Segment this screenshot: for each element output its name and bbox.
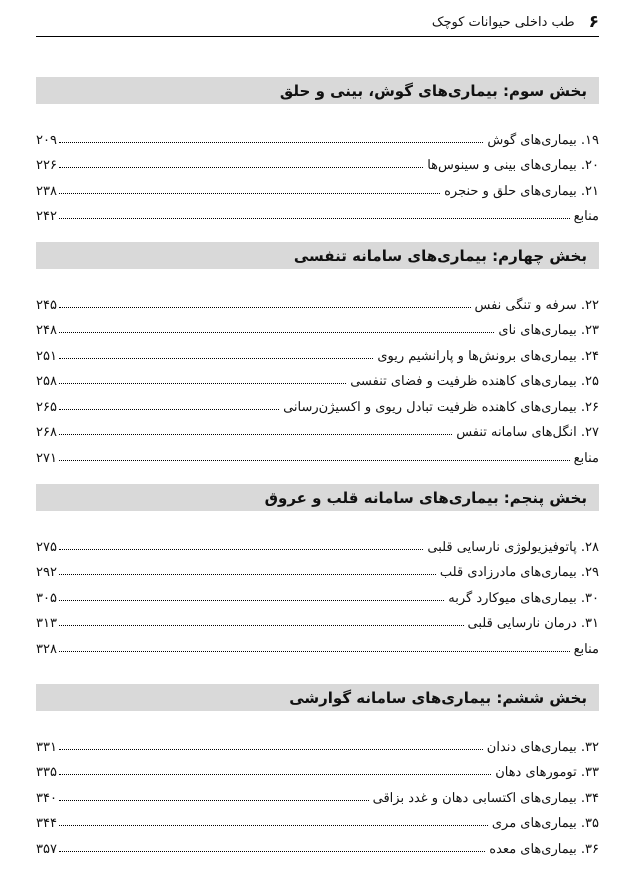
entry-label: منابع: [573, 641, 599, 657]
toc-entry[interactable]: [36, 199, 599, 225]
dot-leader: [59, 306, 471, 308]
entry-label: ۲۰. بیماری‌های بینی و سینوس‌ها: [427, 158, 599, 173]
toc-entry[interactable]: [36, 580, 599, 606]
dot-leader: [59, 748, 483, 750]
dot-leader: [59, 217, 570, 219]
dot-leader: [59, 650, 570, 652]
entry-page: ۳۳۵: [36, 765, 57, 780]
toc-entry[interactable]: [36, 415, 599, 441]
entry-label: ۳۶. بیماری‌های معده: [489, 841, 599, 857]
section-title: بخش پنجم: بیماری‌های سامانه قلب و عروق: [36, 484, 599, 511]
toc-entry[interactable]: [36, 440, 599, 466]
toc-entry[interactable]: [36, 173, 599, 199]
section-title: بخش سوم: بیماری‌های گوش، بینی و حلق: [36, 77, 599, 104]
dot-leader: [59, 799, 369, 801]
entry-label: ۲۵. بیماری‌های کاهنده ظرفیت و فضای تنفسی: [350, 374, 599, 389]
toc-entry[interactable]: [36, 313, 599, 339]
entry-page: ۳۰۵: [36, 590, 57, 606]
toc-entry[interactable]: [36, 529, 599, 555]
entry-page: ۲۲۶: [36, 158, 57, 173]
dot-leader: [59, 192, 440, 194]
toc-section: [36, 77, 599, 224]
toc-section: [36, 684, 599, 857]
book-title: طب داخلی حیوانات کوچک: [431, 14, 575, 30]
entry-page: ۲۵۸: [36, 374, 57, 389]
entry-page: ۲۴۲: [36, 209, 57, 224]
entry-label: ۲۱. بیماری‌های حلق و حنجره: [444, 183, 599, 199]
dot-leader: [59, 141, 483, 143]
entry-label: ۱۹. بیماری‌های گوش: [487, 132, 599, 148]
dot-leader: [59, 824, 488, 826]
toc-entry[interactable]: [36, 631, 599, 657]
toc-section: [36, 242, 599, 466]
entry-list: [36, 287, 599, 466]
entry-label: ۳۱. درمان نارسایی قلبی: [467, 616, 599, 631]
entry-page: ۲۷۱: [36, 450, 57, 466]
entry-list: [36, 529, 599, 657]
entry-page: ۳۵۷: [36, 841, 57, 857]
entry-label: ۲۲. سرفه و تنگی نفس: [474, 297, 599, 313]
entry-label: ۲۸. پاتوفیزیولوژی نارسایی قلبی: [427, 539, 599, 555]
entry-list: [36, 729, 599, 857]
dot-leader: [59, 773, 491, 775]
dot-leader: [59, 408, 279, 410]
dot-leader: [59, 357, 373, 359]
section-title: بخش ششم: بیماری‌های سامانه گوارشی: [36, 684, 599, 711]
toc-entry[interactable]: [36, 806, 599, 832]
toc-entry[interactable]: [36, 555, 599, 581]
entry-label: ۲۷. انگل‌های سامانه تنفس: [456, 425, 599, 440]
entry-label: ۲۴. بیماری‌های برونش‌ها و پارانشیم ریوی: [377, 348, 599, 364]
entry-list: [36, 122, 599, 224]
entry-label: ۳۵. بیماری‌های مری: [491, 816, 599, 831]
toc-section: [36, 484, 599, 657]
page-number: ۶: [588, 12, 599, 32]
dot-leader: [59, 382, 346, 384]
dot-leader: [59, 433, 452, 435]
dot-leader: [59, 459, 570, 461]
entry-label: ۳۳. تومورهای دهان: [495, 765, 599, 780]
dot-leader: [59, 850, 485, 852]
toc-entry[interactable]: [36, 729, 599, 755]
entry-page: ۳۳۱: [36, 739, 57, 755]
dot-leader: [59, 573, 436, 575]
entry-page: ۲۰۹: [36, 132, 57, 148]
toc-entry[interactable]: [36, 780, 599, 806]
section-title: بخش چهارم: بیماری‌های سامانه تنفسی: [36, 242, 599, 269]
toc-entry[interactable]: [36, 287, 599, 313]
entry-page: ۳۴۴: [36, 816, 57, 831]
dot-leader: [59, 548, 423, 550]
entry-page: ۳۲۸: [36, 641, 57, 657]
entry-label: منابع: [573, 450, 599, 466]
entry-page: ۲۳۸: [36, 183, 57, 199]
entry-page: ۲۷۵: [36, 539, 57, 555]
entry-label: منابع: [573, 209, 599, 224]
entry-label: ۳۲. بیماری‌های دندان: [486, 739, 599, 755]
entry-page: ۲۶۵: [36, 399, 57, 415]
dot-leader: [59, 599, 444, 601]
entry-label: ۳۰. بیماری‌های میوکارد گربه: [448, 590, 599, 606]
toc-entry[interactable]: [36, 364, 599, 390]
toc-entry[interactable]: [36, 338, 599, 364]
dot-leader: [59, 166, 423, 168]
entry-label: ۳۴. بیماری‌های اکتسابی دهان و غدد بزاقی: [372, 790, 599, 806]
toc-entry[interactable]: [36, 148, 599, 174]
toc-entry[interactable]: [36, 122, 599, 148]
entry-label: ۲۳. بیماری‌های نای: [498, 323, 599, 338]
entry-page: ۲۶۸: [36, 425, 57, 440]
entry-page: ۲۹۲: [36, 565, 57, 580]
entry-label: ۲۶. بیماری‌های کاهنده ظرفیت تبادل ریوی و اکسیژن‌رسانی: [283, 399, 599, 415]
entry-label: ۲۹. بیماری‌های مادرزادی قلب: [439, 565, 599, 580]
toc-entry[interactable]: [36, 755, 599, 781]
entry-page: ۲۵۱: [36, 348, 57, 364]
running-header: [36, 8, 599, 37]
entry-page: ۳۴۰: [36, 790, 57, 806]
dot-leader: [59, 624, 464, 626]
entry-page: ۲۴۸: [36, 323, 57, 338]
entry-page: ۳۱۳: [36, 616, 57, 631]
entry-page: ۲۴۵: [36, 297, 57, 313]
toc-entry[interactable]: [36, 389, 599, 415]
toc-entry[interactable]: [36, 606, 599, 632]
toc-entry[interactable]: [36, 831, 599, 857]
dot-leader: [59, 331, 494, 333]
